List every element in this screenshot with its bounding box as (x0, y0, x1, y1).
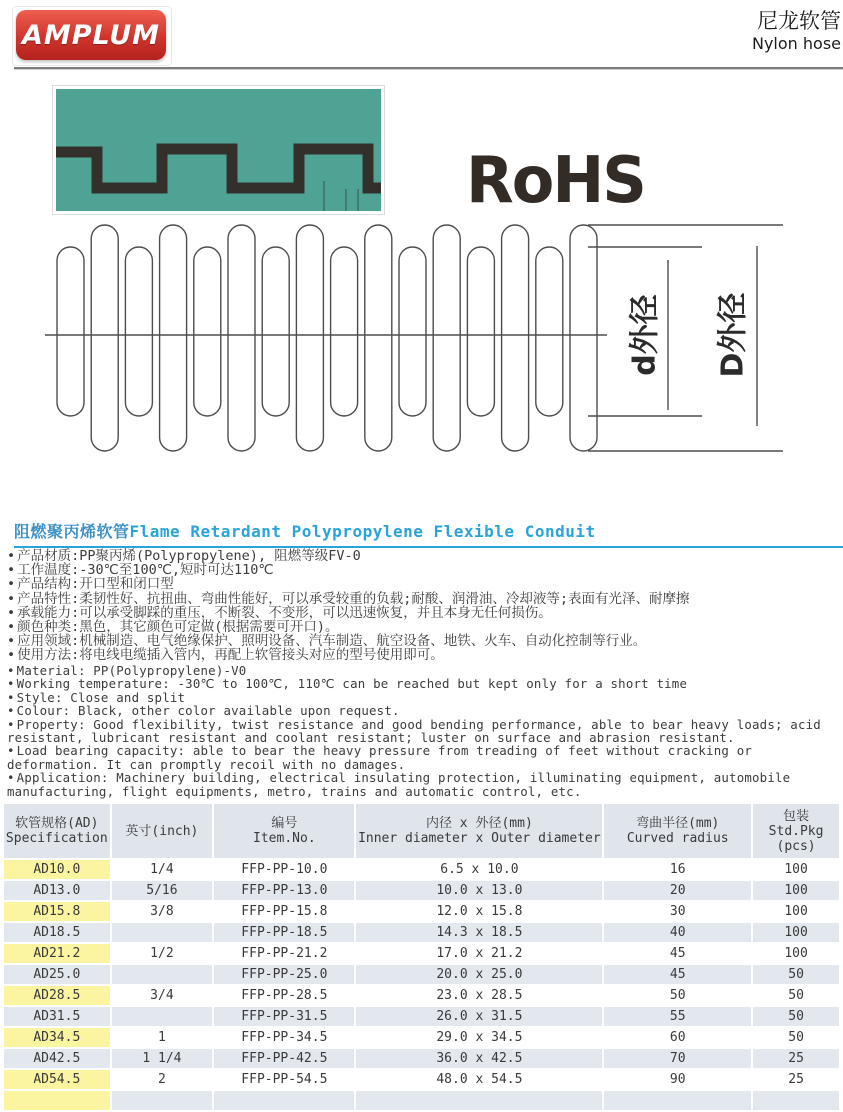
section-heading (14, 519, 843, 548)
table-cell: FFP-PP-54.5 (214, 1070, 354, 1089)
bullet-text: Working temperature: -30℃ to 100℃, 110℃ can be reached but kept only for a short time (16, 676, 688, 692)
bullets-en (7, 664, 839, 798)
bullet-icon: • (7, 663, 15, 678)
bullet-item (7, 577, 839, 591)
table-cell: 48.0 x 54.5 (356, 1070, 602, 1089)
conduit-profile-pattern (56, 89, 381, 211)
table-cell: 3/4 (112, 986, 213, 1005)
bullet-item (7, 718, 839, 745)
bullet-text: 使用方法:将电线电缆插入管内，再配上软管接头对应的型号使用即可。 (17, 647, 444, 664)
table-cell: 17.0 x 21.2 (356, 944, 602, 963)
spec-table (2, 802, 841, 1112)
table-cell: 25 (753, 1070, 839, 1089)
table-cell: 50 (753, 986, 839, 1005)
bullet-item (7, 771, 839, 798)
table-cell: 70 (604, 1049, 751, 1068)
table-cell: 45 (604, 965, 751, 984)
bullet-text: Property: Good flexibility, twist resistance and good bending performance, able to bear heavy loads; acid resistant, lubricant resistant and coolant resistant; luster on surface and abrasion resistant. (7, 716, 821, 746)
d-diameter-label: d外径 (627, 294, 663, 376)
table-cell: AD42.5 (4, 1049, 110, 1068)
table-cell: 6.5 x 10.0 (356, 860, 602, 879)
bullet-text: 颜色种类:黑色，其它颜色可定做(根据需要可开口)。 (17, 619, 339, 636)
bullet-icon: • (7, 576, 16, 593)
table-cell: 100 (753, 881, 839, 900)
section-heading-en: Flame Retardant Polypropylene Flexible Conduit (129, 522, 596, 541)
bullet-icon: • (7, 716, 15, 732)
bullet-icon: • (7, 604, 16, 621)
table-cell: 55 (604, 1007, 751, 1026)
table-cell: 1/2 (112, 944, 213, 963)
logo-card (12, 6, 172, 66)
table-cell: AD25.0 (4, 965, 110, 984)
table-cell: FFP-PP-13.0 (214, 881, 354, 900)
table-cell: 29.0 x 34.5 (356, 1028, 602, 1047)
table-cell: 1 (112, 1028, 213, 1047)
bullet-item (7, 677, 839, 690)
column-header: 软管规格(AD) Specification (4, 804, 110, 858)
bullet-icon: • (7, 562, 16, 579)
table-cell: AD10.0 (4, 860, 110, 879)
table-row (4, 881, 839, 900)
table-cell: FFP-PP-15.8 (214, 902, 354, 921)
bullet-icon: • (7, 633, 16, 650)
bullet-item (7, 744, 839, 771)
table-cell: 100 (753, 923, 839, 942)
bullet-item (7, 704, 839, 717)
column-header: 内径 x 外径(mm) Inner diameter x Outer diameter (356, 804, 602, 858)
table-cell: AD54.5 (4, 1070, 110, 1089)
section-heading-zh: 阻燃聚丙烯软管 (14, 522, 130, 541)
bullet-text: 工作温度:-30℃至100℃,短时可达110℃ (17, 562, 274, 579)
table-cell (112, 1091, 213, 1110)
bullet-text: 产品特性:柔韧性好、抗扭曲、弯曲性能好，可以承受较重的负载;耐酸、润滑油、冷却液等;表面有光泽、耐摩擦 (17, 590, 690, 607)
table-cell: 50 (753, 1028, 839, 1047)
table-cell: AD15.8 (4, 902, 110, 921)
table-cell: 100 (753, 944, 839, 963)
table-cell (4, 1091, 110, 1110)
table-cell: 20 (604, 881, 751, 900)
bullet-icon: • (7, 689, 15, 705)
table-cell: 36.0 x 42.5 (356, 1049, 602, 1068)
header-divider (14, 67, 843, 69)
bullet-icon: • (7, 548, 16, 564)
table-row (4, 1007, 839, 1026)
bullet-item (7, 691, 839, 704)
table-cell: AD18.5 (4, 923, 110, 942)
bullet-item (7, 592, 839, 606)
table-cell: 26.0 x 31.5 (356, 1007, 602, 1026)
bullet-icon: • (7, 619, 16, 636)
table-cell: 50 (753, 965, 839, 984)
table-cell: FFP-PP-21.2 (214, 944, 354, 963)
bullet-text: Application: Machinery building, electrical insulating protection, illuminating equipment, automobile manufacturing, flight equipments, metro, trains and automatic control, etc. (7, 770, 791, 799)
bullet-icon: • (7, 770, 15, 786)
spec-table-body (4, 860, 839, 1110)
table-cell: AD13.0 (4, 881, 110, 900)
table-cell: AD31.5 (4, 1007, 110, 1026)
table-cell (356, 1091, 602, 1110)
table-cell: 100 (753, 860, 839, 879)
table-cell: 16 (604, 860, 751, 879)
bullet-text: 产品材质:PP聚丙烯(Polypropylene), 阻燃等级FV-0 (17, 548, 361, 564)
table-cell: 45 (604, 944, 751, 963)
bullet-text: Colour: Black, other color available upon request. (16, 703, 400, 719)
table-cell: FFP-PP-28.5 (214, 986, 354, 1005)
amplum-logo (16, 10, 166, 60)
table-cell: 20.0 x 25.0 (356, 965, 602, 984)
spec-table-head (4, 804, 839, 858)
table-cell: 30 (604, 902, 751, 921)
table-row (4, 986, 839, 1005)
bullets-zh (7, 549, 839, 663)
table-cell: 50 (753, 1007, 839, 1026)
page-title (752, 8, 841, 54)
product-photo (52, 85, 385, 215)
column-header: 包装 Std.Pkg (pcs) (753, 804, 839, 858)
bullet-text: Load bearing capacity: able to bear the heavy pressure from treading of feet without cracking or deformation. It can promptly recoil with no damages. (7, 743, 753, 772)
logo-text: AMPLUM (21, 19, 161, 51)
bullet-item (7, 664, 839, 677)
table-cell: 60 (604, 1028, 751, 1047)
column-header: 弯曲半径(mm) Curved radius (604, 804, 751, 858)
table-cell: 10.0 x 13.0 (356, 881, 602, 900)
table-cell: 1/4 (112, 860, 213, 879)
table-cell: 12.0 x 15.8 (356, 902, 602, 921)
table-cell: 100 (753, 902, 839, 921)
bullet-item (7, 606, 839, 620)
table-row (4, 965, 839, 984)
bullet-text: Material: PP(Polypropylene)-V0 (16, 663, 247, 678)
table-row (4, 1070, 839, 1089)
table-cell: FFP-PP-25.0 (214, 965, 354, 984)
table-cell (753, 1091, 839, 1110)
table-cell: 1 1/4 (112, 1049, 213, 1068)
column-header: 英寸(inch) (112, 804, 213, 858)
table-row (4, 1049, 839, 1068)
table-row (4, 902, 839, 921)
table-cell: 5/16 (112, 881, 213, 900)
D-diameter-label: D外径 (715, 292, 751, 378)
table-cell: 2 (112, 1070, 213, 1089)
conduit-drawing (0, 218, 843, 463)
table-cell: FFP-PP-31.5 (214, 1007, 354, 1026)
table-cell (112, 923, 213, 942)
bullet-text: Style: Close and split (16, 689, 186, 705)
table-row (4, 1028, 839, 1047)
table-cell (214, 1091, 354, 1110)
corrugation-capsules (57, 225, 597, 451)
table-cell: AD34.5 (4, 1028, 110, 1047)
table-cell: 14.3 x 18.5 (356, 923, 602, 942)
table-cell: 3/8 (112, 902, 213, 921)
table-cell: 50 (604, 986, 751, 1005)
bullet-text: 应用领域:机械制造、电气绝缘保护、照明设备、汽车制造、航空设备、地铁、火车、自动化控制等行业。 (17, 633, 647, 650)
table-row (4, 944, 839, 963)
table-cell: FFP-PP-10.0 (214, 860, 354, 879)
table-cell: 23.0 x 28.5 (356, 986, 602, 1005)
table-cell: 90 (604, 1070, 751, 1089)
table-cell (112, 1007, 213, 1026)
table-cell: AD28.5 (4, 986, 110, 1005)
bullet-icon: • (7, 590, 16, 607)
bullet-icon: • (7, 743, 15, 759)
table-cell: FFP-PP-34.5 (214, 1028, 354, 1047)
table-cell (604, 1091, 751, 1110)
table-cell: FFP-PP-18.5 (214, 923, 354, 942)
table-row (4, 860, 839, 879)
bullet-text: 产品结构:开口型和闭口型 (17, 576, 174, 593)
column-header: 编号 Item.No. (214, 804, 354, 858)
bullet-item (7, 648, 839, 662)
bullet-icon: • (7, 703, 15, 719)
table-cell (112, 965, 213, 984)
bullet-icon: • (7, 676, 15, 692)
table-cell: 25 (753, 1049, 839, 1068)
empty-row (4, 1091, 839, 1110)
table-cell: 40 (604, 923, 751, 942)
page-title-zh: 尼龙软管 (757, 9, 841, 33)
table-cell: FFP-PP-42.5 (214, 1049, 354, 1068)
bullet-text: 承载能力:可以承受脚踩的重压，不断裂、不变形，可以迅速恢复，并且本身无任何损伤。 (17, 604, 552, 621)
table-row (4, 923, 839, 942)
page-title-en: Nylon hose (751, 34, 841, 53)
rohs-label: RoHS (466, 141, 645, 218)
bullet-icon: • (7, 647, 16, 664)
table-cell: AD21.2 (4, 944, 110, 963)
product-photo-surface (56, 89, 381, 211)
